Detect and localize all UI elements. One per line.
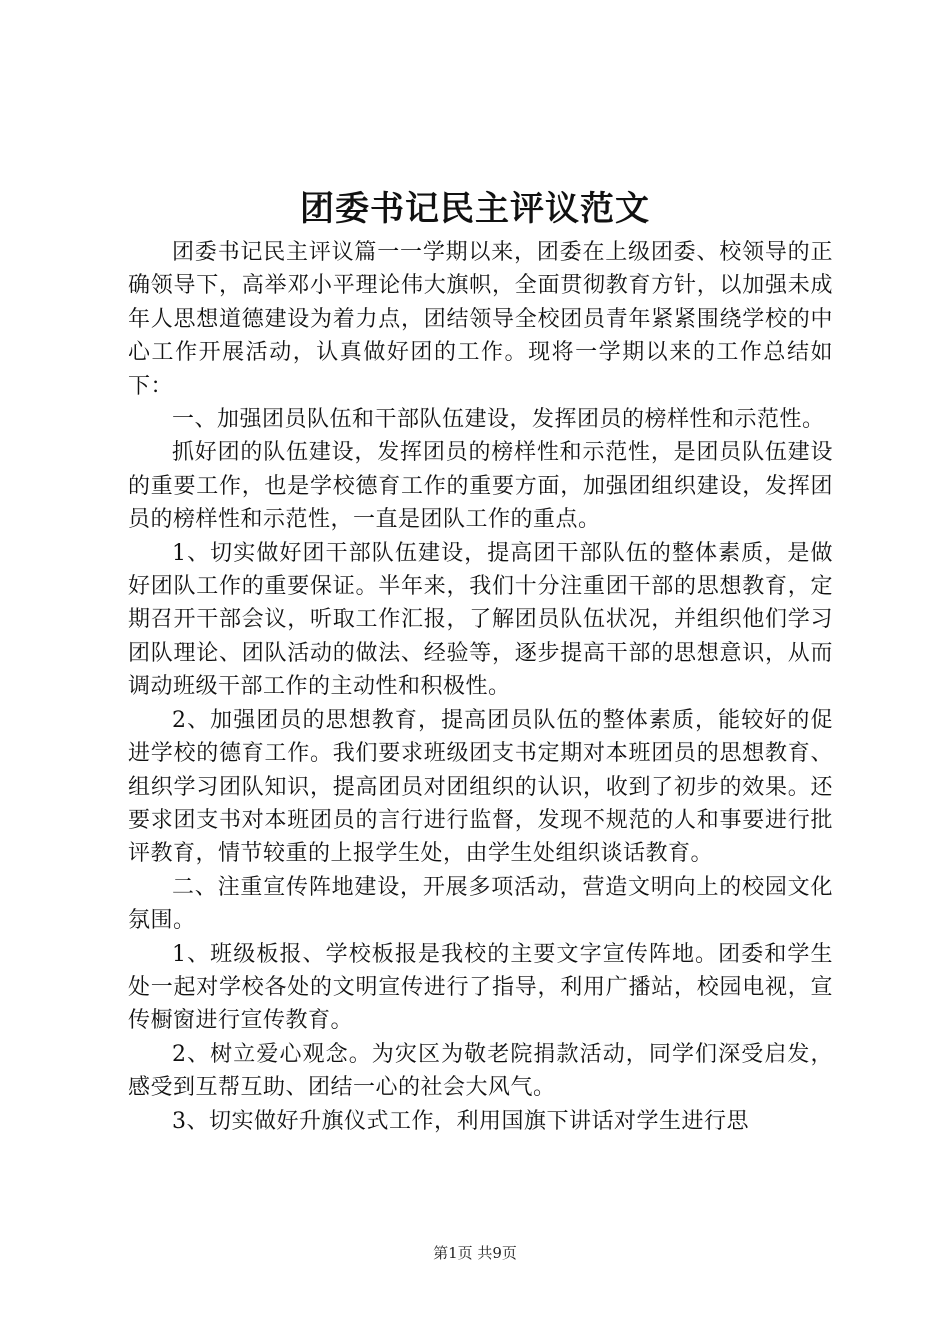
paragraph-intro: 团委书记民主评议篇一一学期以来，团委在上级团委、校领导的正确领导下，高举邓小平理论伟大旗帜，全面贯彻教育方针，以加强未成年人思想道德建设为着力点，团结领导全校团员青年紧紧围绕学校的中心工作开展活动，认真做好团的工作。现将一学期以来的工作总结如下： <box>128 240 833 399</box>
paragraph-list-item: 1、班级板报、学校板报是我校的主要文字宣传阵地。团委和学生处一起对学校各处的文明宣传进行了指导，利用广播站，校园电视，宣传橱窗进行宣传教育。 <box>128 941 833 1034</box>
document-title: 团委书记民主评议范文 <box>300 189 650 229</box>
paragraph-list-item: 2、树立爱心观念。为灾区为敬老院捐款活动，同学们深受启发，感受到互帮互助、团结一心的社会大风气。 <box>128 1041 833 1101</box>
paragraph-list-item: 1、切实做好团干部队伍建设，提高团干部队伍的整体素质，是做好团队工作的重要保证。半年来，我们十分注重团干部的思想教育，定期召开干部会议，听取工作汇报，了解团员队伍状况，并组织他们学习团队理论、团队活动的做法、经验等，逐步提高干部的思想意识，从而调动班级干部工作的主动性和积极性。 <box>128 540 833 700</box>
paragraph: 抓好团的队伍建设，发挥团员的榜样性和示范性，是团员队伍建设的重要工作，也是学校德育工作的重要方面，加强团组织建设，发挥团员的榜样性和示范性，一直是团队工作的重点。 <box>128 440 833 533</box>
paragraph-list-item: 2、加强团员的思想教育，提高团员队伍的整体素质，能较好的促进学校的德育工作。我们要求班级团支书定期对本班团员的思想教育、组织学习团队知识，提高团员对团组织的认识，收到了初步的效果。还要求团支书对本班团员的言行进行监督，发现不规范的人和事要进行批评教育，情节较重的上报学生处，由学生处组织谈话教育。 <box>128 707 833 867</box>
paragraph-section-heading: 二、注重宣传阵地建设，开展多项活动，营造文明向上的校园文化氛围。 <box>128 874 833 934</box>
paragraph-list-item: 3、切实做好升旗仪式工作，利用国旗下讲话对学生进行思 <box>172 1108 749 1134</box>
document-body <box>128 236 833 1138</box>
paragraph-section-heading: 一、加强团员队伍和干部队伍建设，发挥团员的榜样性和示范性。 <box>172 407 825 433</box>
page-footer: 第1页 共9页 <box>433 1244 517 1262</box>
